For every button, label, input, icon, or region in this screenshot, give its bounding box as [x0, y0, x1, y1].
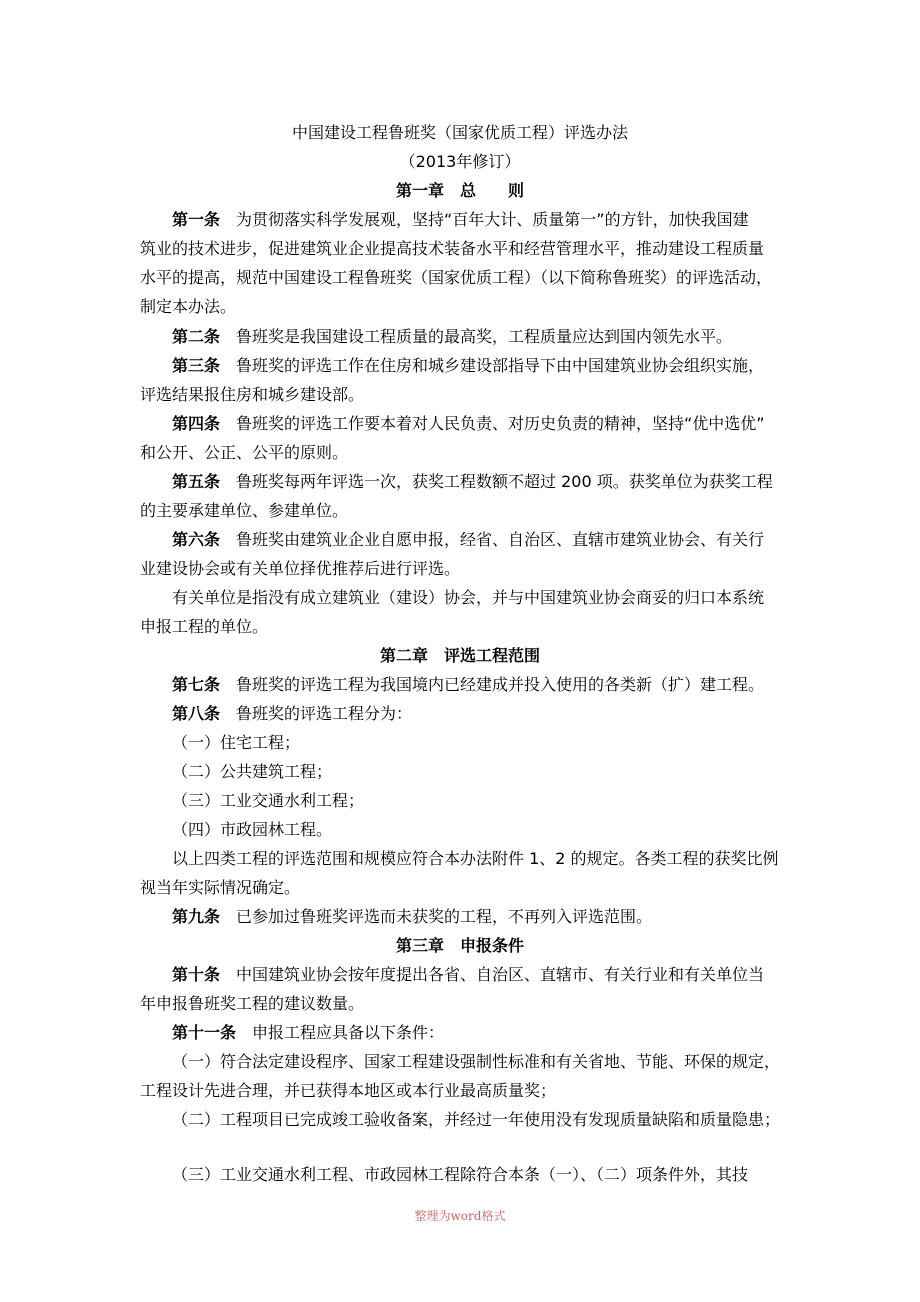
list-item: （一）住宅工程； [172, 733, 301, 752]
paragraph: 以上四类工程的评选范围和规模应符合本办法附件 1、2 的规定。各类工程的获奖比例 [172, 849, 779, 868]
document-title: 中国建设工程鲁班奖（国家优质工程）评选办法 [291, 123, 628, 142]
article-1 [172, 208, 749, 232]
article-6-line: 业建设协会或有关单位择优推荐后进行评选。 [140, 559, 461, 578]
article-4-label: 第四条 [172, 414, 221, 433]
page-footer: 整理为word格式 [414, 1209, 506, 1223]
article-1-line: 制定本办法。 [140, 297, 237, 316]
article-3-text: 鲁班奖的评选工作在住房和城乡建设部指导下由中国建筑业协会组织实施， [236, 356, 765, 375]
article-4-text: 鲁班奖的评选工作要本着对人民负责、对历史负责的精神，坚持“优中选优” [236, 414, 765, 433]
article-9-label: 第九条 [172, 907, 221, 926]
article-9 [172, 905, 652, 929]
paragraph: 有关单位是指没有成立建筑业（建设）协会，并与中国建筑业协会商妥的归口本系统 [172, 588, 765, 607]
list-item: （三）工业交通水利工程； [172, 791, 365, 810]
list-item: （二）公共建筑工程； [172, 762, 333, 781]
article-11-text: 申报工程应具备以下条件： [252, 1023, 445, 1042]
chapter-2-heading: 第二章 评选工程范围 [379, 646, 540, 665]
article-4 [172, 412, 765, 436]
article-1-label: 第一条 [172, 210, 221, 229]
article-8 [172, 702, 412, 726]
article-5-text: 鲁班奖每两年评选一次，获奖工程数额不超过 200 项。获奖单位为获奖工程 [236, 472, 773, 491]
article-6-label: 第六条 [172, 530, 221, 549]
article-4-line: 和公开、公正、公平的原则。 [140, 443, 349, 462]
article-7 [172, 673, 764, 697]
article-10-text: 中国建筑业协会按年度提出各省、自治区、直辖市、有关行业和有关单位当 [236, 965, 765, 984]
article-2-text: 鲁班奖是我国建设工程质量的最高奖，工程质量应达到国内领先水平。 [236, 327, 733, 346]
article-3-line: 评选结果报住房和城乡建设部。 [140, 385, 365, 404]
article-5-line: 的主要承建单位、参建单位。 [140, 501, 349, 520]
condition-item: （二）工程项目已完成竣工验收备案，并经过一年使用没有发现质量缺陷和质量隐患； [172, 1110, 781, 1129]
article-1-text: 为贯彻落实科学发展观，坚持“百年大计、质量第一”的方针，加快我国建 [236, 210, 749, 229]
condition-item: （三）工业交通水利工程、市政园林工程除符合本条（一）、（二）项条件外，其技 [172, 1165, 749, 1184]
article-5-label: 第五条 [172, 472, 221, 491]
list-item: （四）市政园林工程。 [172, 820, 333, 839]
article-11-label: 第十一条 [172, 1023, 237, 1042]
article-9-text: 已参加过鲁班奖评选而未获奖的工程，不再列入评选范围。 [236, 907, 653, 926]
article-10 [172, 963, 764, 987]
article-5 [172, 470, 773, 494]
article-3-label: 第三条 [172, 356, 221, 375]
article-7-label: 第七条 [172, 675, 221, 694]
chapter-1-heading: 第一章 总 则 [395, 181, 524, 200]
article-8-label: 第八条 [172, 704, 221, 723]
article-2-label: 第二条 [172, 327, 221, 346]
article-3 [172, 354, 764, 378]
article-6 [172, 528, 764, 552]
article-8-text: 鲁班奖的评选工程分为： [236, 704, 413, 723]
paragraph-line: 申报工程的单位。 [140, 617, 269, 636]
article-2 [172, 325, 732, 349]
article-10-label: 第十条 [172, 965, 221, 984]
article-7-text: 鲁班奖的评选工程为我国境内已经建成并投入使用的各类新（扩）建工程。 [236, 675, 765, 694]
document-subtitle: （2013年修订） [399, 152, 521, 171]
condition-item: （一）符合法定建设程序、国家工程建设强制性标准和有关省地、节能、环保的规定， [172, 1052, 781, 1071]
article-1-line: 水平的提高，规范中国建设工程鲁班奖（国家优质工程）（以下简称鲁班奖）的评选活动， [140, 268, 773, 287]
chapter-3-heading: 第三章 申报条件 [395, 936, 524, 955]
condition-item-line: 工程设计先进合理，并已获得本地区或本行业最高质量奖； [140, 1081, 557, 1100]
article-1-line: 筑业的技术进步，促进建筑业企业提高技术装备水平和经营管理水平，推动建设工程质量 [140, 239, 765, 258]
paragraph-line: 视当年实际情况确定。 [140, 878, 301, 897]
article-11 [172, 1021, 444, 1045]
article-6-text: 鲁班奖由建筑业企业自愿申报，经省、自治区、直辖市建筑业协会、有关行 [236, 530, 765, 549]
article-10-line: 年申报鲁班奖工程的建议数量。 [140, 994, 365, 1013]
